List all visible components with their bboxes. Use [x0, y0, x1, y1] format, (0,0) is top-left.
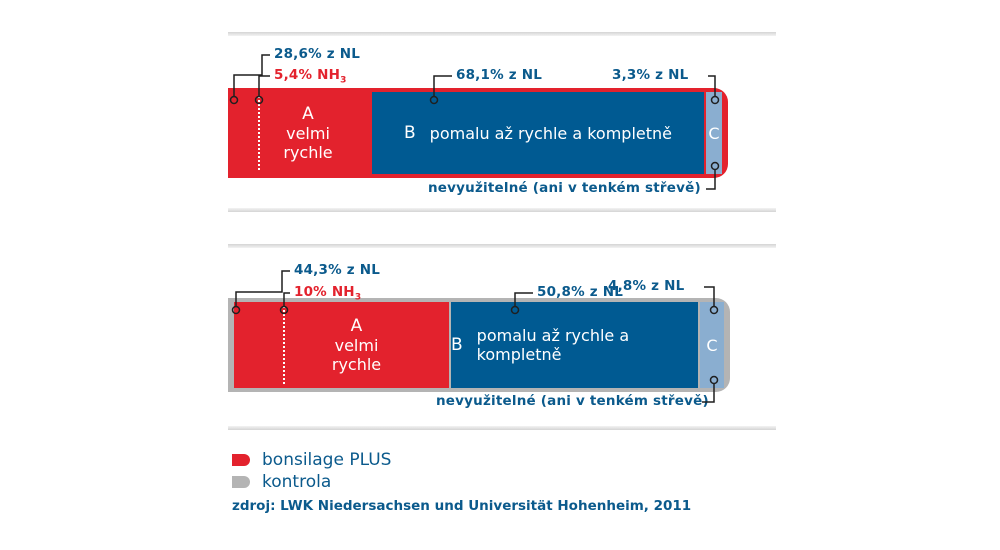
label-b-total-control: 50,8% z NL [537, 284, 623, 300]
segment-a-text-line: rychle [283, 142, 333, 162]
bar-segment-a-bonsilage [232, 92, 370, 174]
segment-letter-a: A [302, 103, 314, 124]
segment-a-text-line: velmi [334, 335, 379, 355]
segment-letter-c: C [708, 123, 720, 143]
label-c-total-bonsilage: 3,3% z NL [612, 67, 689, 83]
source-note: zdroj: LWK Niedersachsen und Universität Hohenheim, 2011 [232, 498, 692, 514]
segment-letter-c: C [706, 335, 718, 355]
label-nh3-control-subscript: 3 [354, 292, 362, 303]
panel-2-bottom-rule [228, 426, 776, 430]
label-c-note-control: nevyužitelné (ani v tenkém střevě) [436, 393, 709, 409]
label-a-total-control: 44,3% z NL [294, 262, 380, 278]
legend-label-bonsilage: bonsilage PLUS [262, 450, 392, 470]
segment-letter-a: A [350, 315, 363, 336]
legend-swatch-bonsilage [232, 454, 250, 466]
legend-item-control [232, 472, 331, 492]
segment-letter-b: B [404, 123, 416, 143]
label-a-total-bonsilage: 28,6% z NL [274, 46, 360, 62]
label-nh3-control: 10% $NH_3$ [294, 284, 362, 303]
segment-b-text: pomalu až rychle a kompletně [476, 326, 630, 364]
label-b-total-bonsilage: 68,1% z NL [456, 67, 542, 83]
panel-2-top-rule [228, 244, 776, 248]
segment-a-text-line: rychle [331, 354, 382, 374]
nh3-divider-control [283, 306, 285, 384]
nh3-divider-bonsilage [258, 96, 260, 170]
bar-segment-a-control [234, 302, 449, 388]
bar-segment-c-control [700, 302, 724, 388]
label-nh3-bonsilage-subscript: 3 [340, 75, 347, 86]
label-c-total-control: 4,8% z NL [608, 278, 685, 294]
panel-1-bottom-rule [228, 208, 776, 212]
bar-segment-b-bonsilage [372, 92, 704, 174]
legend-swatch-control [232, 476, 250, 488]
segment-b-text: pomalu až rychle a kompletně [429, 123, 672, 143]
bar-segment-c-bonsilage [706, 92, 722, 174]
segment-letter-b: B [451, 335, 463, 355]
label-nh3-bonsilage: 5,4% $NH_3$ [274, 67, 347, 86]
panel-1-top-rule [228, 32, 776, 36]
label-c-note-bonsilage: nevyužitelné (ani v tenkém střevě) [428, 180, 701, 196]
legend-item-bonsilage [232, 450, 391, 470]
legend-label-control: kontrola [262, 472, 332, 492]
segment-a-text-line: velmi [286, 123, 330, 143]
bar-segment-b-control [451, 302, 698, 388]
